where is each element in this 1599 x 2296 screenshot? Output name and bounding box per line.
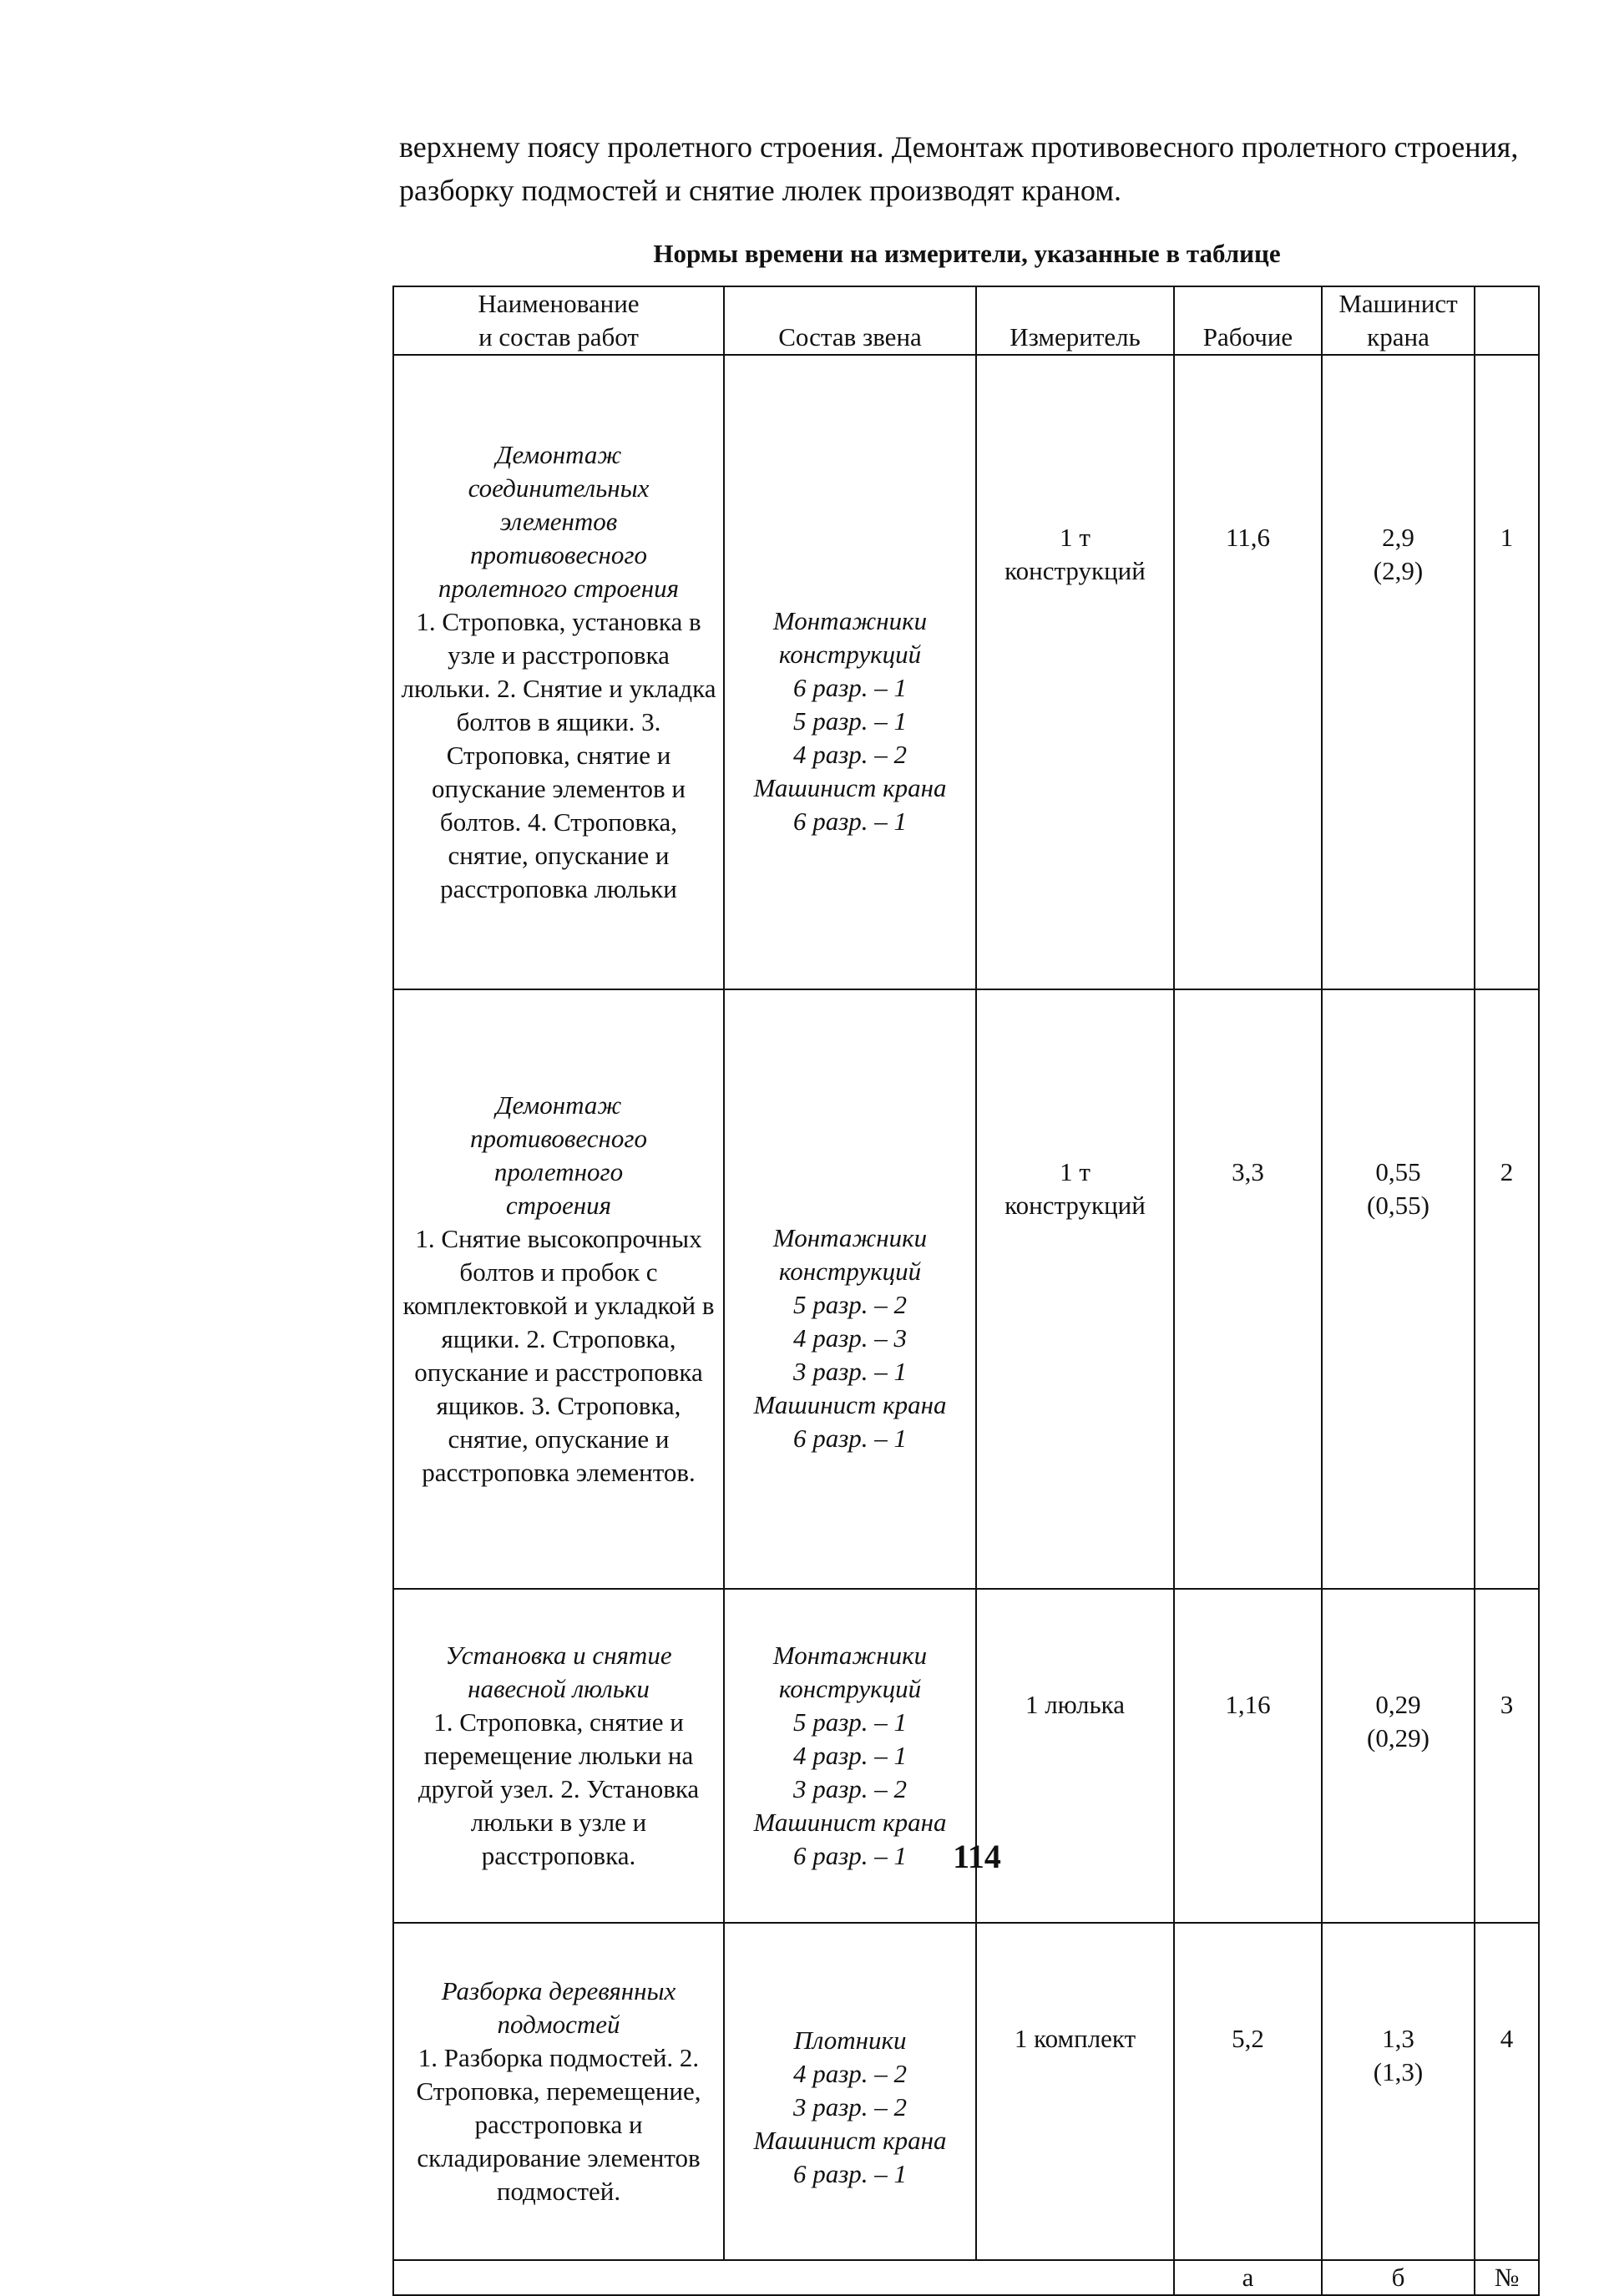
header-workers: Рабочие	[1174, 286, 1322, 355]
footer-blank	[393, 2260, 1174, 2295]
operator-cell: 0,29 (0,29)	[1322, 1589, 1475, 1923]
crew-cell: Монтажники конструкций 5 разр. – 2 4 разр. – 3 3 разр. – 1 Машинист крана 6 разр. – 1	[724, 989, 976, 1589]
operator-cell: 1,3 (1,3)	[1322, 1923, 1475, 2260]
work-title: Разборка деревянных подмостей	[441, 1976, 676, 2039]
workers-cell: 1,16	[1174, 1589, 1322, 1923]
row-number: 2	[1475, 989, 1539, 1589]
work-title: Демонтаж противовесного пролетного строения	[470, 1090, 647, 1220]
table-row	[393, 1923, 1539, 2260]
table-row	[393, 355, 1539, 989]
row-number: 4	[1475, 1923, 1539, 2260]
unit-cell: 1 т конструкций	[976, 355, 1174, 989]
workers-cell: 11,6	[1174, 355, 1322, 989]
crew-cell: Плотники 4 разр. – 2 3 разр. – 2 Машинист крана 6 разр. – 1	[724, 1923, 976, 2260]
work-steps: 1. Снятие высокопрочных болтов и пробок с комплектовкой и укладкой в ящики. 2. Строповка, опускание и расстроповка ящиков. 3. Строповка, снятие, опускание и расстроповка элементов.	[402, 1224, 715, 1487]
work-title: Установка и снятие навесной люльки	[445, 1641, 672, 1703]
header-num	[1475, 286, 1539, 355]
workers-cell: 5,2	[1174, 1923, 1322, 2260]
header-crew: Состав звена	[724, 286, 976, 355]
work-cell	[393, 1923, 724, 2260]
page-number: 114	[953, 1838, 1001, 1875]
footer-row	[393, 2260, 1539, 2295]
crew-cell: Монтажники конструкций 6 разр. – 1 5 разр. – 1 4 разр. – 2 Машинист крана 6 разр. – 1	[724, 355, 976, 989]
header-operator: Машинист крана	[1322, 286, 1475, 355]
work-steps: 1. Разборка подмостей. 2. Строповка, перемещение, расстроповка и складирование элементов подмостей.	[416, 2043, 701, 2206]
crew-cell: Монтажники конструкций 5 разр. – 1 4 разр. – 1 3 разр. – 2 Машинист крана 6 разр. – 1	[724, 1589, 976, 1923]
work-cell	[393, 1589, 724, 1923]
work-title: Демонтаж соединительных элементов противовесного пролетного строения	[438, 440, 680, 603]
footer-col-num: №	[1475, 2260, 1539, 2295]
unit-cell: 1 комплект	[976, 1923, 1174, 2260]
unit-cell: 1 т конструкций	[976, 989, 1174, 1589]
work-steps: 1. Строповка, установка в узле и расстроповка люльки. 2. Снятие и укладка болтов в ящики. 3. Строповка, снятие и опускание элементов и болтов. 4. Строповка, снятие, опускание и расстроповка люльки	[401, 607, 716, 903]
work-cell	[393, 355, 724, 989]
header-work: Наименование и состав работ	[393, 286, 724, 355]
header-row	[393, 286, 1539, 355]
work-cell	[393, 989, 724, 1589]
footer-col-a: а	[1174, 2260, 1322, 2295]
unit-cell: 1 люлька	[976, 1589, 1174, 1923]
operator-cell: 2,9 (2,9)	[1322, 355, 1475, 989]
workers-cell: 3,3	[1174, 989, 1322, 1589]
footer-col-b: б	[1322, 2260, 1475, 2295]
table-row	[393, 989, 1539, 1589]
table-caption: Нормы времени на измерители, указанные в таблице	[653, 239, 1281, 268]
intro-paragraph: верхнему поясу пролетного строения. Демонтаж противовесного пролетного строения, разборку подмостей и снятие люлек производят краном.	[399, 130, 1519, 207]
operator-cell: 0,55 (0,55)	[1322, 989, 1475, 1589]
header-unit: Измеритель	[976, 286, 1174, 355]
norms-table	[392, 286, 1540, 2296]
row-number: 3	[1475, 1589, 1539, 1923]
row-number: 1	[1475, 355, 1539, 989]
work-steps: 1. Строповка, снятие и перемещение люльки на другой узел. 2. Установка люльки в узле и расстроповка.	[417, 1707, 700, 1870]
